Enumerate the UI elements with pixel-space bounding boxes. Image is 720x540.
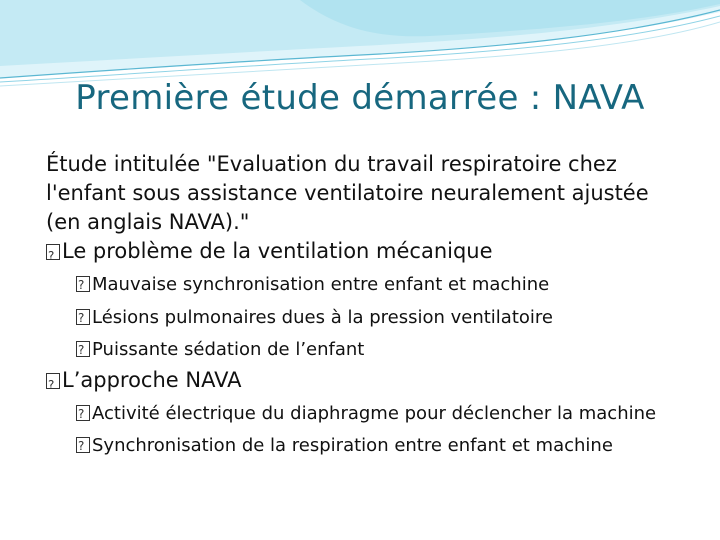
list-item: ?Mauvaise synchronisation entre enfant et machine: [46, 274, 686, 297]
header-wave-decoration: [0, 0, 720, 90]
list-item: ?Puissante sédation de l’enfant: [46, 339, 686, 362]
page-title: Première étude démarrée : NAVA: [75, 78, 645, 118]
missing-glyph-bullet-icon: [76, 405, 90, 421]
list-item: ?Lésions pulmonaires dues à la pression ventilatoire: [46, 307, 686, 330]
missing-glyph-bullet-icon: [76, 309, 90, 325]
section-heading-nava: ?L’approche NAVA: [46, 366, 686, 395]
missing-glyph-bullet-icon: [46, 373, 60, 389]
section-heading-problem: ?Le problème de la ventilation mécanique: [46, 237, 686, 266]
list-item: ?Activité électrique du diaphragme pour déclencher la machine: [46, 403, 686, 426]
problem-list: [46, 274, 686, 362]
intro-paragraph: Étude intitulée "Evaluation du travail respiratoire chez l'enfant sous assistance ventilatoire neuralement ajustée (en anglais NAVA).": [46, 152, 649, 234]
list-item: ?Synchronisation de la respiration entre enfant et machine: [46, 435, 686, 458]
slide-body: [46, 150, 686, 458]
missing-glyph-bullet-icon: [76, 276, 90, 292]
nava-list: [46, 403, 686, 458]
missing-glyph-bullet-icon: [46, 244, 60, 260]
missing-glyph-bullet-icon: [76, 437, 90, 453]
missing-glyph-bullet-icon: [76, 341, 90, 357]
